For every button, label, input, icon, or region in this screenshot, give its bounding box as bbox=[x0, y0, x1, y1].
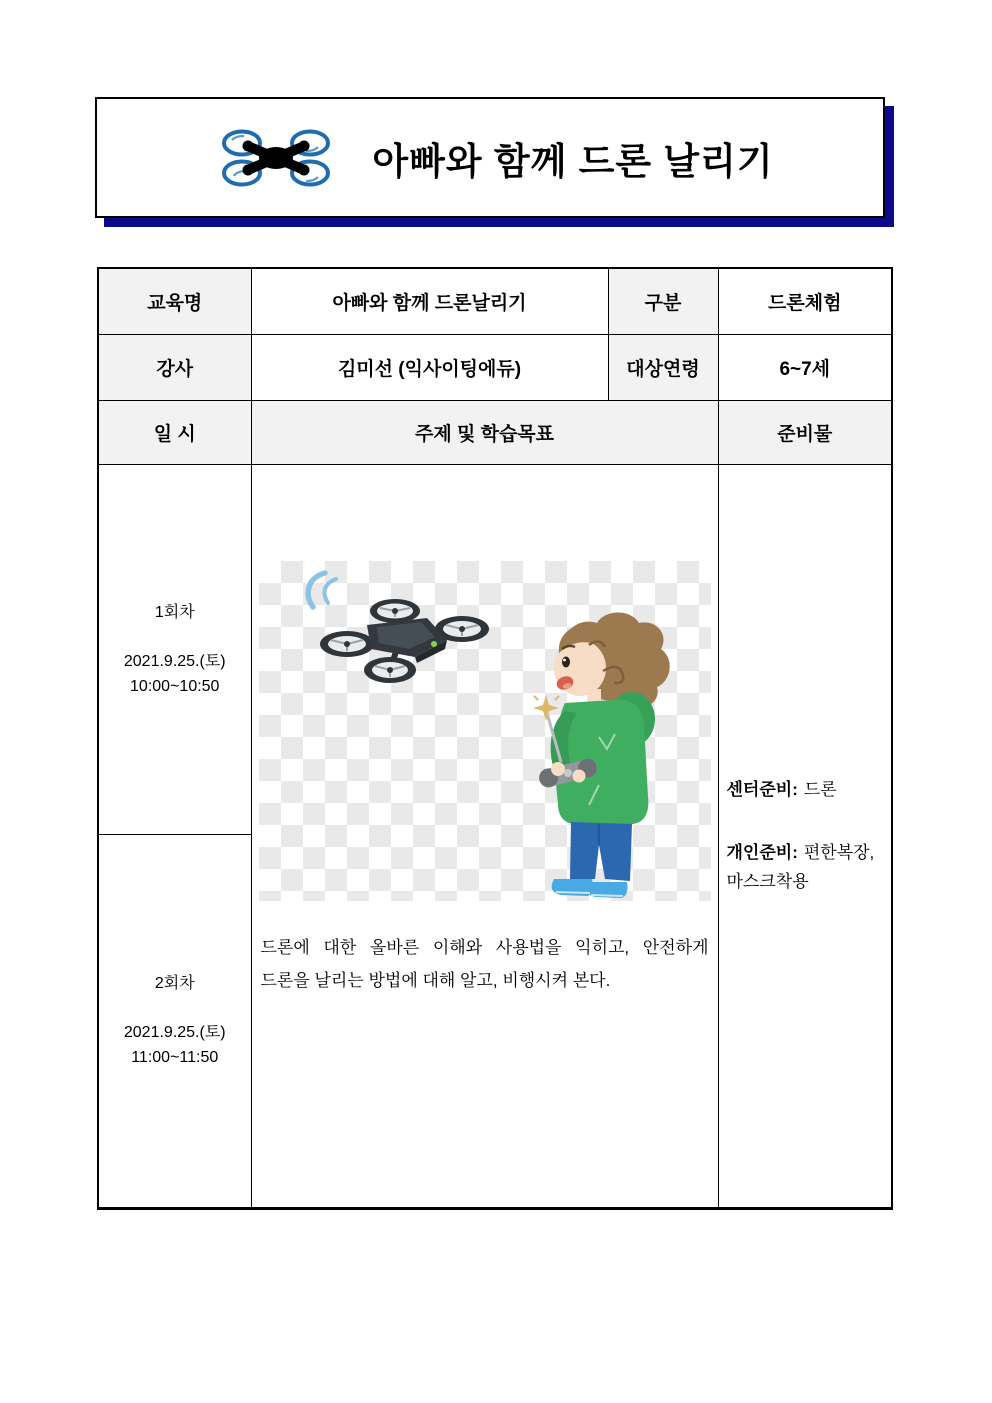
personal-prep-value: 편한복장, 마스크착용 bbox=[726, 843, 875, 891]
learning-goal-text: 드론에 대한 올바른 이해와 사용법을 익히고, 안전하게 드론을 날리는 방법에 대해 알고, 비행시켜 본다. bbox=[260, 937, 709, 990]
drone-graphic bbox=[320, 599, 489, 683]
session-2-cell bbox=[98, 835, 251, 1208]
label-instructor: 강사 bbox=[98, 334, 251, 400]
center-prep-value: 드론 bbox=[803, 780, 837, 799]
session-1-cell bbox=[98, 464, 251, 835]
value-target-age: 6~7세 bbox=[718, 334, 892, 400]
column-header-materials: 준비물 bbox=[718, 400, 892, 464]
personal-prep-label: 개인준비: bbox=[726, 843, 798, 862]
session-2-time: 11:00~11:50 bbox=[131, 1049, 219, 1067]
materials-cell bbox=[718, 464, 892, 1208]
center-prep-label: 센터준비: bbox=[726, 780, 798, 799]
label-target-age: 대상연령 bbox=[608, 334, 718, 400]
session-2-number: 2회차 bbox=[154, 975, 195, 993]
boy-graphic bbox=[533, 612, 670, 898]
personal-prep-line bbox=[727, 838, 887, 896]
label-course-name: 교육명 bbox=[98, 268, 251, 334]
value-instructor: 김미선 (익사이팅에듀) bbox=[251, 334, 608, 400]
title-banner bbox=[95, 97, 885, 218]
value-category: 드론체험 bbox=[718, 268, 892, 334]
value-course-name: 아빠와 함께 드론날리기 bbox=[251, 268, 608, 334]
column-header-datetime: 일 시 bbox=[98, 400, 251, 464]
session-1-date: 2021.9.25.(토) bbox=[123, 652, 226, 670]
session-1-time: 10:00~10:50 bbox=[130, 677, 220, 695]
topic-content-cell bbox=[251, 464, 718, 1208]
sparkle-icon bbox=[533, 695, 559, 721]
page-title: 아빠와 함께 드론 날리기 bbox=[372, 140, 774, 182]
center-prep-line bbox=[727, 775, 887, 804]
boy-flying-drone-illustration bbox=[259, 561, 711, 901]
motion-swoosh-icon bbox=[308, 573, 336, 607]
label-category: 구분 bbox=[608, 268, 718, 334]
course-info-table bbox=[97, 267, 893, 1210]
session-2-date: 2021.9.25.(토) bbox=[123, 1024, 226, 1042]
session-1-number: 1회차 bbox=[154, 603, 195, 621]
quadcopter-drone-icon bbox=[206, 125, 346, 191]
column-header-topic: 주제 및 학습목표 bbox=[251, 400, 718, 464]
